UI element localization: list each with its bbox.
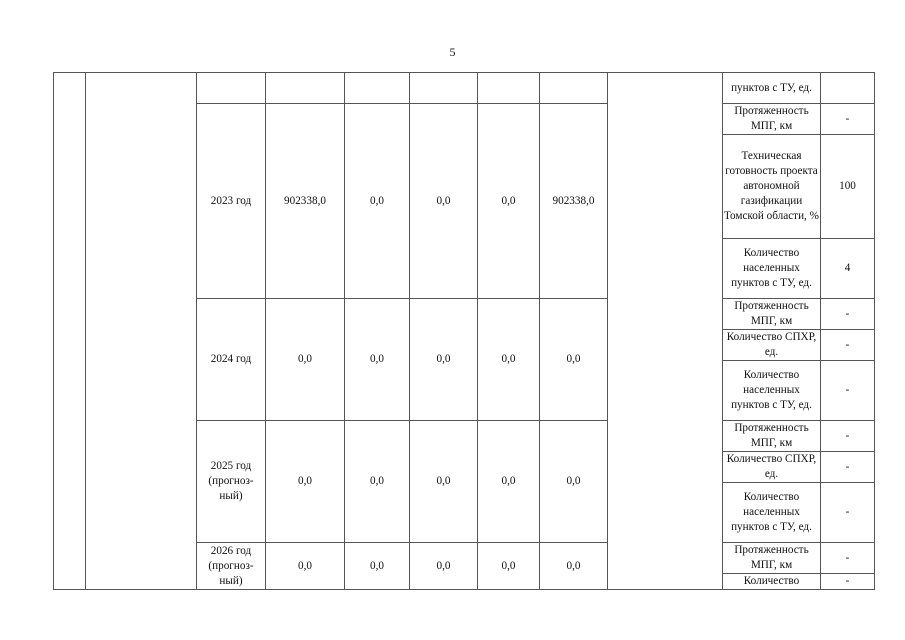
value-cell: 0,0 — [345, 421, 410, 543]
executor-column-cell — [608, 73, 723, 590]
value-cell: 0,0 — [266, 421, 345, 543]
indicator-label: Количество населенных пунктов с ТУ, ед. — [723, 361, 821, 421]
name-column-cell — [86, 73, 197, 590]
value-cell — [410, 73, 478, 104]
indicator-label: Протяженность МПГ, км — [723, 104, 821, 135]
value-cell: 0,0 — [345, 299, 410, 421]
indicator-value — [821, 73, 875, 104]
indicator-label: Протяженность МПГ, км — [723, 299, 821, 330]
indicator-label: Количество населенных пунктов с ТУ, ед. — [723, 239, 821, 299]
value-cell: 0,0 — [410, 104, 478, 299]
indicator-label: Количество — [723, 574, 821, 590]
indicator-label: Протяженность МПГ, км — [723, 543, 821, 574]
value-cell: 0,0 — [410, 299, 478, 421]
value-cell: 0,0 — [478, 299, 540, 421]
indicator-label: пунктов с ТУ, ед. — [723, 73, 821, 104]
year-cell: 2024 год — [197, 299, 266, 421]
indicator-value: - — [821, 361, 875, 421]
page-number: 5 — [449, 45, 456, 59]
value-cell: 0,0 — [540, 299, 608, 421]
year-cell: 2025 год (прогноз-ный) — [197, 421, 266, 543]
value-cell: 0,0 — [478, 543, 540, 590]
value-cell: 0,0 — [540, 421, 608, 543]
indicator-label: Протяженность МПГ, км — [723, 421, 821, 452]
value-cell: 0,0 — [345, 543, 410, 590]
indicator-value: 100 — [821, 135, 875, 239]
value-cell — [478, 73, 540, 104]
value-cell: 902338,0 — [266, 104, 345, 299]
indicator-value: - — [821, 104, 875, 135]
indicator-value: - — [821, 543, 875, 574]
value-cell: 0,0 — [478, 104, 540, 299]
value-cell: 0,0 — [410, 421, 478, 543]
value-cell: 902338,0 — [540, 104, 608, 299]
value-cell: 0,0 — [345, 104, 410, 299]
value-cell — [540, 73, 608, 104]
value-cell: 0,0 — [478, 421, 540, 543]
year-cell: 2026 год (прогноз-ный) — [197, 543, 266, 590]
number-column-cell — [54, 73, 86, 590]
value-cell: 0,0 — [410, 543, 478, 590]
indicator-value: - — [821, 421, 875, 452]
value-cell: 0,0 — [266, 299, 345, 421]
value-cell — [266, 73, 345, 104]
value-cell: 0,0 — [540, 543, 608, 590]
indicator-label: Количество СПХР, ед. — [723, 452, 821, 483]
indicator-value: - — [821, 574, 875, 590]
indicator-value: - — [821, 330, 875, 361]
year-cell: 2023 год — [197, 104, 266, 299]
year-cell — [197, 73, 266, 104]
indicator-label: Количество СПХР, ед. — [723, 330, 821, 361]
indicator-label: Количество населенных пунктов с ТУ, ед. — [723, 483, 821, 543]
indicator-value: - — [821, 299, 875, 330]
program-table — [53, 72, 875, 590]
value-cell — [345, 73, 410, 104]
indicator-value: 4 — [821, 239, 875, 299]
indicator-value: - — [821, 452, 875, 483]
indicator-label: Техническая готовность проекта автономной газификации Томской области, % — [723, 135, 821, 239]
value-cell: 0,0 — [266, 543, 345, 590]
indicator-value: - — [821, 483, 875, 543]
